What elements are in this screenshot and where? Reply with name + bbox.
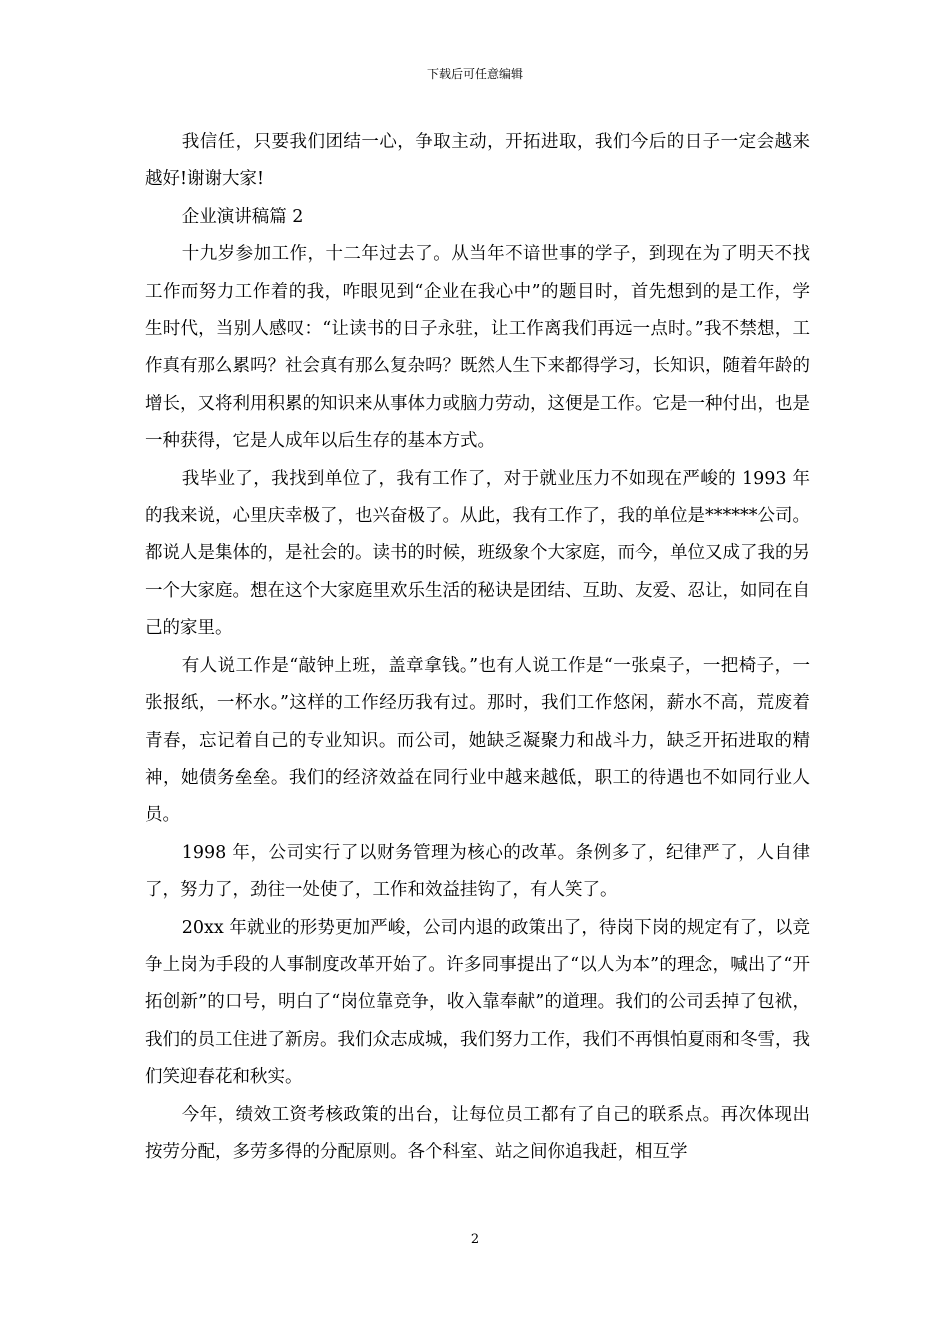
paragraph: 有人说工作是“敲钟上班，盖章拿钱。”也有人说工作是“一张桌子，一把椅子，一张报纸，一杯水。”这样的工作经历我有过。那时，我们工作悠闲，薪水不高，荒废着青春，忘记着自己的专业知识。而公司，她缺乏凝聚力和战斗力，缺乏开拓进取的精神，她债务垒垒。我们的经济效益在同行业中越来越低，职工的待遇也不如同行业人员。 — [145, 655, 810, 826]
page-header: 下载后可任意编辑 — [426, 67, 523, 81]
paragraph: 我信任，只要我们团结一心，争取主动，开拓进取，我们今后的日子一定会越来越好!谢谢大家! — [145, 132, 810, 190]
paragraph: 十九岁参加工作，十二年过去了。从当年不谙世事的学子，到现在为了明天不找工作而努力工作着的我，咋眼见到“企业在我心中”的题目时，首先想到的是工作，学生时代，当别人感叹：“让读书的日子永驻，让工作离我们再远一点时。”我不禁想，工作真有那么累吗？社会真有那么复杂吗？既然人生下来都得学习，长知识，随着年龄的增长，又将利用积累的知识来从事体力或脑力劳动，这便是工作。它是一种付出，也是一种获得，它是人成年以后生存的基本方式。 — [145, 244, 810, 452]
paragraph: 今年，绩效工资考核政策的出台，让每位员工都有了自己的联系点。再次体现出按劳分配，多劳多得的分配原则。各个科室、站之间你追我赶，相互学 — [145, 1104, 810, 1162]
section-heading: 企业演讲稿篇 2 — [181, 206, 304, 227]
document-body — [145, 124, 810, 1171]
paragraph: 1998 年，公司实行了以财务管理为核心的改革。条例多了，纪律严了，人自律了，努力了，劲往一处使了，工作和效益挂钩了，有人笑了。 — [145, 842, 810, 901]
paragraph: 我毕业了，我找到单位了，我有工作了，对于就业压力不如现在严峻的 1993 年的我来说，心里庆幸极了，也兴奋极了。从此，我有工作了，我的单位是******公司。都说人是集体的，是社会的。读书的时候，班级象个大家庭，而今，单位又成了我的另一个大家庭。想在这个大家庭里欢乐生活的秘诀是团结、互助、友爱、忍让，如同在自己的家里。 — [145, 468, 810, 639]
paragraph: 20xx 年就业的形势更加严峻，公司内退的政策出了，待岗下岗的规定有了，以竞争上岗为手段的人事制度改革开始了。许多同事提出了“以人为本”的理念，喊出了“开拓创新”的口号，明白了“岗位靠竞争，收入靠奉献”的道理。我们的公司丢掉了包袱，我们的员工住进了新房。我们众志成城，我们努力工作，我们不再惧怕夏雨和冬雪，我们笑迎春花和秋实。 — [145, 917, 810, 1088]
page-number: 2 — [470, 1232, 480, 1247]
